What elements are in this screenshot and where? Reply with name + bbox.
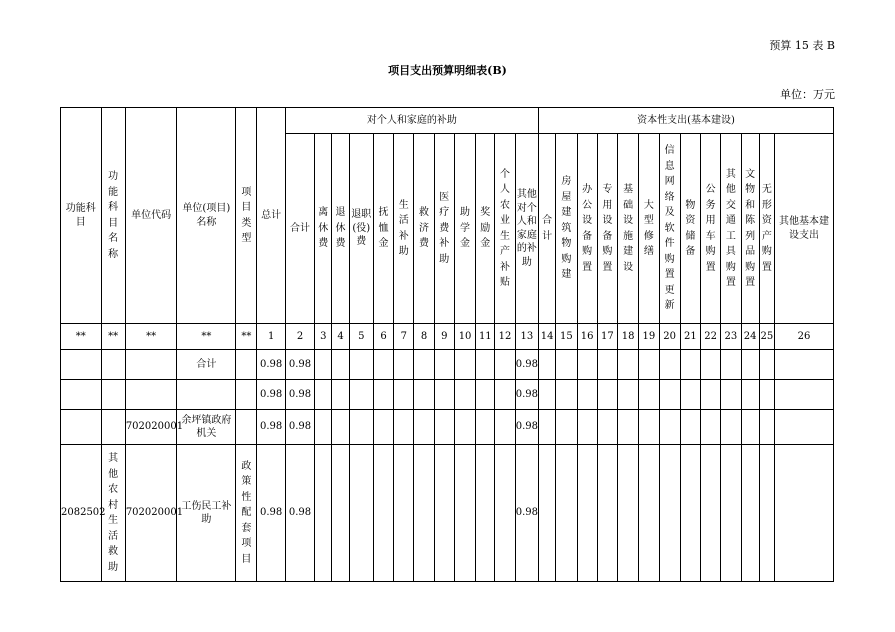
cell-empty bbox=[476, 410, 495, 445]
cell-empty bbox=[394, 350, 414, 380]
col-personal-sum: 合计 bbox=[285, 134, 314, 324]
cell-func-name bbox=[101, 410, 125, 445]
col-reserve: 物资储备 bbox=[680, 134, 700, 324]
index-cell: 26 bbox=[774, 324, 833, 350]
cell-empty bbox=[618, 380, 639, 410]
col-other-personal: 其他对个人和家庭的补助 bbox=[515, 134, 538, 324]
cell-empty bbox=[597, 380, 617, 410]
index-cell: 6 bbox=[373, 324, 393, 350]
cell-empty bbox=[454, 350, 475, 380]
index-cell: ** bbox=[177, 324, 236, 350]
col-building: 房屋建筑物购建 bbox=[556, 134, 577, 324]
cell-empty bbox=[434, 350, 454, 380]
index-cell: 18 bbox=[618, 324, 639, 350]
cell-empty bbox=[373, 350, 393, 380]
cell-empty bbox=[639, 350, 659, 380]
cell-empty bbox=[394, 380, 414, 410]
cell-unit-code bbox=[125, 380, 177, 410]
page-title: 项目支出预算明细表(B) bbox=[388, 64, 507, 77]
cell-proj-type bbox=[236, 380, 257, 410]
index-cell: 13 bbox=[515, 324, 538, 350]
cell-personal-sum: 0.98 bbox=[285, 445, 314, 582]
cell-empty bbox=[618, 350, 639, 380]
cell-empty bbox=[556, 445, 577, 582]
col-capital-sum: 合计 bbox=[539, 134, 556, 324]
cell-empty bbox=[701, 410, 721, 445]
cell-empty bbox=[741, 410, 759, 445]
cell-unit-code: 702020001 bbox=[125, 445, 177, 582]
cell-empty bbox=[680, 445, 700, 582]
index-cell: 14 bbox=[539, 324, 556, 350]
col-severance: 退职(役)费 bbox=[349, 134, 373, 324]
index-cell: 3 bbox=[315, 324, 332, 350]
index-cell: 24 bbox=[741, 324, 759, 350]
index-cell: 23 bbox=[721, 324, 741, 350]
col-intangible: 无形资产购置 bbox=[759, 134, 774, 324]
cell-other-personal: 0.98 bbox=[515, 350, 538, 380]
cell-empty bbox=[680, 410, 700, 445]
cell-empty bbox=[454, 380, 475, 410]
cell-empty bbox=[332, 445, 349, 582]
col-office-eq: 办公设备购置 bbox=[577, 134, 597, 324]
index-cell: 12 bbox=[495, 324, 515, 350]
cell-empty bbox=[394, 445, 414, 582]
cell-empty bbox=[476, 380, 495, 410]
cell-other-personal: 0.98 bbox=[515, 380, 538, 410]
cell-empty bbox=[414, 445, 434, 582]
group-personal: 对个人和家庭的补助 bbox=[285, 108, 538, 134]
index-cell: ** bbox=[125, 324, 177, 350]
col-transport: 其他交通工具购置 bbox=[721, 134, 741, 324]
table-row bbox=[61, 445, 834, 582]
index-cell: 4 bbox=[332, 324, 349, 350]
cell-empty bbox=[577, 410, 597, 445]
cell-empty bbox=[332, 410, 349, 445]
cell-empty bbox=[701, 380, 721, 410]
cell-empty bbox=[495, 410, 515, 445]
cell-empty bbox=[577, 445, 597, 582]
index-cell: 22 bbox=[701, 324, 721, 350]
cell-other-personal: 0.98 bbox=[515, 410, 538, 445]
cell-empty bbox=[434, 445, 454, 582]
cell-empty bbox=[349, 445, 373, 582]
cell-empty bbox=[373, 410, 393, 445]
cell-func-code bbox=[61, 410, 102, 445]
cell-empty bbox=[618, 410, 639, 445]
index-cell: 8 bbox=[414, 324, 434, 350]
col-study: 助学金 bbox=[454, 134, 475, 324]
cell-empty bbox=[759, 350, 774, 380]
cell-empty bbox=[659, 380, 680, 410]
cell-empty bbox=[597, 350, 617, 380]
cell-empty bbox=[659, 445, 680, 582]
cell-empty bbox=[680, 350, 700, 380]
index-cell: 21 bbox=[680, 324, 700, 350]
col-reward: 奖励金 bbox=[476, 134, 495, 324]
cell-empty bbox=[495, 445, 515, 582]
cell-empty bbox=[577, 350, 597, 380]
cell-func-code bbox=[61, 350, 102, 380]
col-medical: 医疗费补助 bbox=[434, 134, 454, 324]
index-cell: 7 bbox=[394, 324, 414, 350]
col-func-code: 功能科目 bbox=[61, 108, 102, 324]
cell-empty bbox=[759, 445, 774, 582]
cell-total: 0.98 bbox=[257, 350, 285, 380]
col-relic: 文物和陈列品购置 bbox=[741, 134, 759, 324]
cell-proj-type bbox=[236, 410, 257, 445]
cell-empty bbox=[680, 380, 700, 410]
col-vehicle: 公务用车购置 bbox=[701, 134, 721, 324]
index-cell: 2 bbox=[285, 324, 314, 350]
cell-empty bbox=[639, 410, 659, 445]
cell-empty bbox=[759, 410, 774, 445]
cell-total: 0.98 bbox=[257, 380, 285, 410]
cell-unit-name bbox=[177, 380, 236, 410]
cell-empty bbox=[774, 410, 833, 445]
index-cell: 10 bbox=[454, 324, 475, 350]
cell-unit-code: 702020001 bbox=[125, 410, 177, 445]
cell-other-personal: 0.98 bbox=[515, 445, 538, 582]
cell-empty bbox=[618, 445, 639, 582]
col-retire: 离休费 bbox=[315, 134, 332, 324]
cell-empty bbox=[774, 445, 833, 582]
cell-empty bbox=[539, 445, 556, 582]
cell-empty bbox=[577, 380, 597, 410]
cell-empty bbox=[701, 445, 721, 582]
cell-personal-sum: 0.98 bbox=[285, 380, 314, 410]
cell-empty bbox=[373, 445, 393, 582]
cell-unit-code bbox=[125, 350, 177, 380]
index-cell: 25 bbox=[759, 324, 774, 350]
index-cell: 20 bbox=[659, 324, 680, 350]
col-relief: 救济费 bbox=[414, 134, 434, 324]
index-cell: ** bbox=[101, 324, 125, 350]
cell-total: 0.98 bbox=[257, 410, 285, 445]
cell-func-code bbox=[61, 380, 102, 410]
cell-empty bbox=[539, 410, 556, 445]
col-infra: 基础设施建设 bbox=[618, 134, 639, 324]
cell-func-name: 其他农村生活救助 bbox=[101, 445, 125, 582]
form-code: 预算 15 表 B bbox=[769, 39, 835, 52]
index-cell: 16 bbox=[577, 324, 597, 350]
index-cell: 9 bbox=[434, 324, 454, 350]
cell-empty bbox=[721, 410, 741, 445]
index-cell: 5 bbox=[349, 324, 373, 350]
cell-empty bbox=[332, 350, 349, 380]
cell-empty bbox=[394, 410, 414, 445]
cell-empty bbox=[349, 350, 373, 380]
cell-func-code: 2082502 bbox=[61, 445, 102, 582]
cell-proj-type bbox=[236, 350, 257, 380]
col-other-capital: 其他基本建设支出 bbox=[774, 134, 833, 324]
cell-unit-name: 工伤民工补助 bbox=[177, 445, 236, 582]
index-cell: ** bbox=[236, 324, 257, 350]
cell-unit-name: 合计 bbox=[177, 350, 236, 380]
cell-empty bbox=[721, 380, 741, 410]
cell-empty bbox=[774, 380, 833, 410]
col-unit-code: 单位代码 bbox=[125, 108, 177, 324]
cell-empty bbox=[495, 380, 515, 410]
cell-empty bbox=[476, 445, 495, 582]
header-row-groups bbox=[61, 108, 834, 134]
cell-empty bbox=[315, 350, 332, 380]
cell-empty bbox=[759, 380, 774, 410]
cell-empty bbox=[774, 350, 833, 380]
cell-empty bbox=[315, 445, 332, 582]
cell-empty bbox=[414, 380, 434, 410]
cell-empty bbox=[741, 445, 759, 582]
index-cell: 11 bbox=[476, 324, 495, 350]
index-cell: 19 bbox=[639, 324, 659, 350]
unit-label: 单位：万元 bbox=[780, 88, 835, 101]
cell-empty bbox=[741, 380, 759, 410]
table-row bbox=[61, 410, 834, 445]
cell-empty bbox=[539, 350, 556, 380]
cell-empty bbox=[659, 350, 680, 380]
cell-empty bbox=[721, 350, 741, 380]
cell-empty bbox=[414, 350, 434, 380]
col-unit-name: 单位(项目)名称 bbox=[177, 108, 236, 324]
table-row bbox=[61, 380, 834, 410]
index-cell: 17 bbox=[597, 324, 617, 350]
col-repair: 大型修缮 bbox=[639, 134, 659, 324]
cell-personal-sum: 0.98 bbox=[285, 410, 314, 445]
col-farm: 个人农业生产补贴 bbox=[495, 134, 515, 324]
index-row bbox=[61, 324, 834, 350]
cell-empty bbox=[414, 410, 434, 445]
cell-empty bbox=[332, 380, 349, 410]
budget-table bbox=[60, 107, 834, 582]
cell-empty bbox=[454, 445, 475, 582]
cell-proj-type: 政策性配套项目 bbox=[236, 445, 257, 582]
cell-empty bbox=[454, 410, 475, 445]
cell-empty bbox=[495, 350, 515, 380]
col-proj-type: 项目类型 bbox=[236, 108, 257, 324]
cell-empty bbox=[434, 380, 454, 410]
cell-empty bbox=[659, 410, 680, 445]
cell-empty bbox=[741, 350, 759, 380]
cell-empty bbox=[556, 380, 577, 410]
col-living: 生活补助 bbox=[394, 134, 414, 324]
cell-empty bbox=[639, 380, 659, 410]
cell-empty bbox=[476, 350, 495, 380]
cell-empty bbox=[315, 380, 332, 410]
cell-empty bbox=[373, 380, 393, 410]
col-total: 总计 bbox=[257, 108, 285, 324]
cell-func-name bbox=[101, 350, 125, 380]
cell-empty bbox=[349, 380, 373, 410]
cell-total: 0.98 bbox=[257, 445, 285, 582]
table-row bbox=[61, 350, 834, 380]
col-func-name: 功能科目名称 bbox=[101, 108, 125, 324]
cell-empty bbox=[434, 410, 454, 445]
cell-func-name bbox=[101, 380, 125, 410]
cell-empty bbox=[556, 350, 577, 380]
group-capital: 资本性支出(基本建设) bbox=[539, 108, 834, 134]
cell-unit-name: 余坪镇政府机关 bbox=[177, 410, 236, 445]
col-it-net: 信息网络及软件购置更新 bbox=[659, 134, 680, 324]
cell-empty bbox=[539, 380, 556, 410]
cell-empty bbox=[349, 410, 373, 445]
cell-empty bbox=[701, 350, 721, 380]
index-cell: 15 bbox=[556, 324, 577, 350]
cell-empty bbox=[721, 445, 741, 582]
cell-empty bbox=[639, 445, 659, 582]
cell-personal-sum: 0.98 bbox=[285, 350, 314, 380]
col-resign: 退休费 bbox=[332, 134, 349, 324]
col-pension: 抚恤金 bbox=[373, 134, 393, 324]
cell-empty bbox=[597, 445, 617, 582]
cell-empty bbox=[556, 410, 577, 445]
cell-empty bbox=[597, 410, 617, 445]
col-special-eq: 专用设备购置 bbox=[597, 134, 617, 324]
index-cell: ** bbox=[61, 324, 102, 350]
cell-empty bbox=[315, 410, 332, 445]
index-cell: 1 bbox=[257, 324, 285, 350]
